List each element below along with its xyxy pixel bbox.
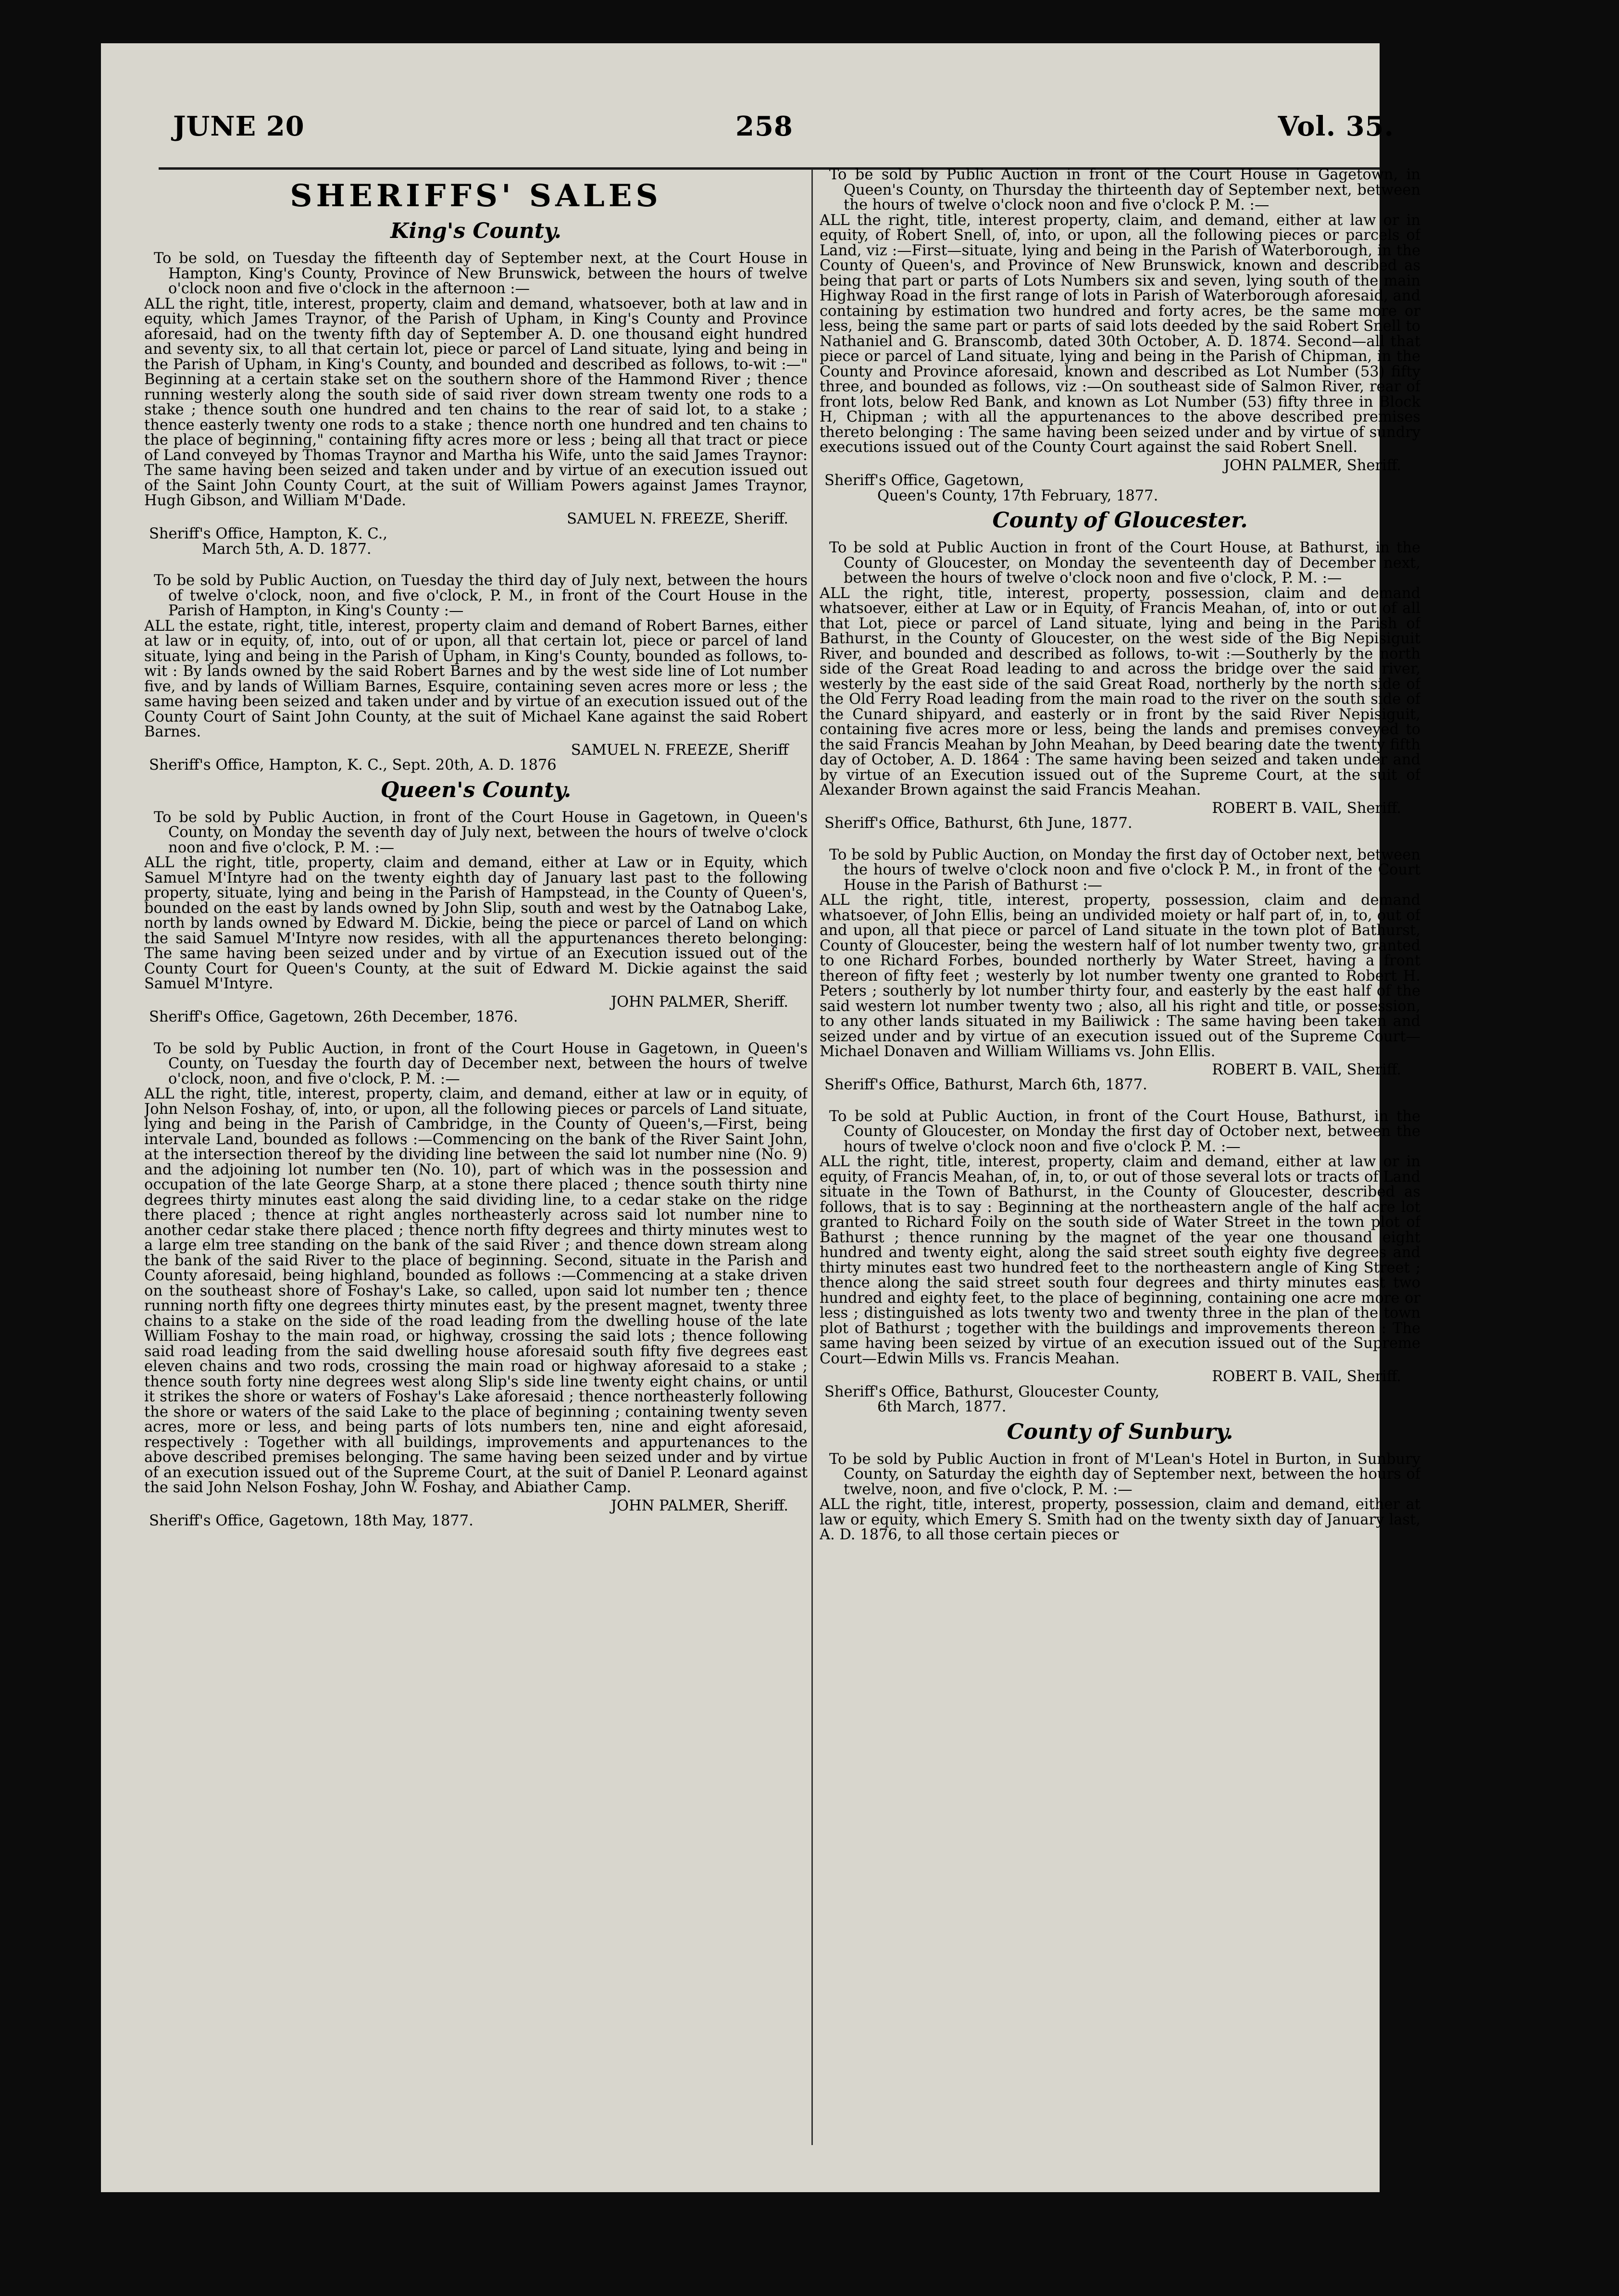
header-date: JUNE 20 <box>173 111 305 142</box>
notice-intro: To be sold by Public Auction, on Tuesday the third day of July next, between the hours of twelve o'clock, noon, and five o'clock, P. M., in front of the Court House in the Parish of Hampton, in King's County :— <box>154 572 808 619</box>
header-page-number: 258 <box>735 111 793 142</box>
notice-body: ALL the right, title, interest, property, possession, claim and demand whatsoever, of John Ellis, being an undivided moiety or half part of, in, to, out of and upon, all that piece or parcel of Land situate in the town plot of Bathurst, County of Gloucester, being the western half of lot number twenty two, granted to one Richard Forbes, bounded northerly by Water Street, having a front thereon of fifty feet ; westerly by lot number twenty one granted to Robert H. Peters ; southerly by lot number thirty four, and easterly by the east half of the said western lot number twenty two ; also, all his right and title, or possession, to any other lands situated in my Bailiwick : The same having been taken and seized under and by virtue of an execution issued out of the Supreme Court—Michael Donaven and William Williams vs. John Ellis. <box>820 892 1420 1060</box>
sheriff-signature: JOHN PALMER, Sheriff. <box>1223 457 1401 474</box>
sheriff-signature: JOHN PALMER, Sheriff. <box>610 1497 788 1514</box>
section-heading-gloucester-county: County of Gloucester. <box>992 508 1248 533</box>
notice-body: ALL the right, title, interest, property, possession, claim and demand whatsoever, either at Law or in Equity, of Francis Meahan, of, into or out of all that Lot, piece or parcel of Land situate, lying and being in the Parish of Bathurst, in the County of Gloucester, on the west side of the Big Nepisiguit River, and bounded and described as follows, to-wit :—Southerly by the north side of the Great Road leading to and across the bridge over the said river, westerly by the east side of the said Great Road, northerly by the north side of the Old Ferry Road leading from the main road to the river on the south side of the Cunard shipyard, and easterly or in front by the said River Nepisiguit, containing five acres more or less, being the lands and premises conveyed to the said Francis Meahan by John Meahan, by Deed bearing date the twenty fifth day of October, A. D. 1864 : The same having been seized and taken under and by virtue of an Execution issued out of the Supreme Court, at the suit of Alexander Brown against the said Francis Meahan. <box>820 585 1420 799</box>
notice-intro: To be sold at Public Auction in front of the Court House, at Bathurst, in the County of Gloucester, on Monday the seventeenth day of December next, between the hours of twelve o'clock noon and five o'clock, P. M. :— <box>829 539 1420 586</box>
notice-body: ALL the right, title, interest, property, claim, and demand, either at law or in equity, of John Nelson Foshay, of, into, or upon, all the following pieces or parcels of Land situate, lying and being in the Parish of Cambridge, in the County of Queen's,—First, being intervale Land, bounded as follows :—Commencing on the bank of the River Saint John, at the intersection thereof by the dividing line between the said lot number nine (No. 9) and the adjoining lot number ten (No. 10), part of which was in the possession and occupation of the late George Sharp, at a stone there placed ; thence south thirty nine degrees thirty minutes east along the said dividing line, to a cedar stake on the ridge there placed ; thence at right angles northeasterly across said lot number nine to another cedar stake there placed ; thence north fifty degrees and thirty minutes west to a large elm tree standing on the bank of the said River ; and thence down stream along the bank of the said River to the place of beginning. Second, situate in the Parish and County aforesaid, being highland, bounded as follows :—Commencing at a stake driven on the southeast shore of Foshay's Lake, so called, upon said lot number ten ; thence running north fifty one degrees thirty minutes east, by the present magnet, twenty three chains to a stake on the side of the road leading from the dwelling house of the late William Foshay to the main road, or highway, crossing the said lots ; thence following said road leading from the said dwelling house aforesaid south fifty five degrees east eleven chains and two rods, crossing the main road or highway aforesaid to a stake ; thence south forty nine degrees west along Slip's side line twenty eight chains, or until it strikes the shore or waters of Foshay's Lake aforesaid ; thence northeasterly following the shore or waters of the said Lake to the place of beginning ; containing twenty seven acres, more or less, and being parts of lots numbers ten, nine and eight aforesaid, respectively : Together with all buildings, improvements and appurtenances to the above described premises belonging. The same having been seized under and by virtue of an execution issued out of the Supreme Court, at the suit of Daniel P. Leonard against the said John Nelson Foshay, John W. Foshay, and Abiather Camp. <box>144 1086 808 1496</box>
notice <box>820 848 1420 1060</box>
page-title: SHERIFFS' SALES <box>290 178 662 214</box>
left-column <box>144 178 808 2149</box>
notice-body: ALL the right, title, interest, property, claim and demand, either at law or in equity, of Francis Meahan, of, in, to, or out of those several lots or tracts of Land situate in the Town of Bathurst, in the County of Gloucester, described as follows, that is to say : Beginning at the northeastern angle of the half acre lot granted to Richard Foily on the south side of Water Street in the town plot of Bathurst ; thence running by the magnet of the year one thousand eight hundred and twenty eight, along the said street south eighty five degrees and thirty minutes east two hundred feet to the northeastern angle of King Street ; thence along the said street south four degrees and thirty minutes east two hundred and eighty feet, to the place of beginning, containing one acre more or less ; distinguished as lots twenty two and twenty three in the plan of the town plot of Bathurst ; together with the buildings and improvements thereon : The same having been seized by virtue of an execution issued out of the Supreme Court—Edwin Mills vs. Francis Meahan. <box>820 1153 1420 1367</box>
notice <box>820 1452 1420 1543</box>
notice-intro: To be sold by Public Auction in front of M'Lean's Hotel in Burton, in Sunbury County, on Saturday the eighth day of September next, between the hours of twelve, noon, and five o'clock, P. M. :— <box>829 1450 1420 1498</box>
sheriff-office: Sheriff's Office, Gagetown, 18th May, 1877. <box>149 1512 473 1529</box>
notice <box>820 540 1420 798</box>
header-volume: Vol. 35. <box>1278 111 1394 142</box>
sheriff-signature: SAMUEL N. FREEZE, Sheriff. <box>567 510 788 527</box>
sheriff-signature: ROBERT B. VAIL, Sheriff. <box>1212 1368 1401 1385</box>
notice-body: ALL the estate, right, title, interest, property claim and demand of Robert Barnes, either at law or in equity, of, into, out of or upon, all that certain lot, piece or parcel of land situate, lying and being in the Parish of Upham, in King's County, bounded as follows, to-wit : By lands owned by the said Robert Barnes and by the west side line of Lot number five, and by lands of William Barnes, Esquire, containing seven acres more or less ; the same having been seized and taken under and by virtue of an execution issued out of the County Court of Saint John County, at the suit of Michael Kane against the said Robert Barnes. <box>144 617 808 740</box>
sheriff-signature: JOHN PALMER, Sheriff. <box>610 993 788 1011</box>
right-column <box>820 167 1420 2143</box>
notice-date: Queen's County, 17th February, 1877. <box>877 487 1158 504</box>
sheriff-office: Sheriff's Office, Hampton, K. C., <box>149 525 387 542</box>
notice-date: 6th March, 1877. <box>877 1398 1007 1415</box>
notice-intro: To be sold by Public Auction, in front of the Court House in Gagetown, in Queen's County, on Monday the seventh day of July next, between the hours of twelve o'clock noon and five o'clock, P. M. :— <box>154 809 808 856</box>
page-header <box>173 111 1394 159</box>
sheriff-office: Sheriff's Office, Hampton, K. C., Sept. 20th, A. D. 1876 <box>149 757 557 774</box>
sheriff-signature: ROBERT B. VAIL, Sheriff. <box>1212 1061 1401 1078</box>
sheriff-office: Sheriff's Office, Bathurst, March 6th, 1877. <box>824 1076 1147 1093</box>
notice-body: ALL the right, title, property, claim and demand, either at Law or in Equity, which Samuel M'Intyre had on the twenty eighth day of January last past to the following property, situate, lying and being in the Parish of Hampstead, in the County of Queen's, bounded on the east by lands owned by John Slip, south and west by the Oatnabog Lake, north by lands owned by Edward M. Dickie, being the piece or parcel of Land on which the said Samuel M'Intyre now resides, with all the appurtenances thereto belonging: The same having been seized under and by virtue of an Execution issued out of the County Court for Queen's County, at the suit of Edward M. Dickie against the said Samuel M'Intyre. <box>144 854 808 992</box>
notice-intro: To be sold by Public Auction, on Monday the first day of October next, between the hours of twelve o'clock noon and five o'clock P. M., in front of the Court House in the Parish of Bathurst :— <box>829 846 1420 894</box>
notice-intro: To be sold, on Tuesday the fifteenth day of September next, at the Court House in Hampton, King's County, Province of New Brunswick, between the hours of twelve o'clock noon and five o'clock in the afternoon :— <box>154 250 808 297</box>
notice-intro: To be sold at Public Auction, in front of the Court House, Bathurst, in the County of Gloucester, on Monday the first day of October next, between the hours of twelve o'clock noon and five o'clock P. M. :— <box>829 1108 1420 1155</box>
section-heading-kings-county: King's County. <box>390 219 561 243</box>
notice <box>144 573 808 740</box>
notice <box>144 251 808 509</box>
notice-body: ALL the right, title, interest, property, possession, claim and demand, either at law or equity, which Emery S. Smith had on the twenty sixth day of January last, A. D. 1876, to all those certain pieces or <box>820 1496 1420 1543</box>
section-heading-queens-county: Queen's County. <box>380 777 572 802</box>
notice-body: ALL the right, title, interest, property, claim and demand, whatsoever, both at law and in equity, which James Traynor, of the Parish of Upham, in King's County and Province aforesaid, had on the twenty fifth day of September A. D. one thousand eight hundred and seventy six, to all that certain lot, piece or parcel of Land situate, lying and being in the Parish of Upham, in King's County, and bounded and described as follows, to-wit :—" Beginning at a certain stake set on the southern shore of the Hammond River ; thence running westerly along the south side of said river down stream twenty one rods to a stake ; thence south one hundred and ten chains to the rear of said lot, to a stake ; thence easterly twenty one rods to a stake ; thence north one hundred and ten chains to the place of beginning," containing fifty acres more or less ; being all that tract or piece of Land conveyed by Thomas Traynor and Martha his Wife, unto the said James Traynor: The same having been seized and taken under and by virtue of an execution issued out of the Saint John County Court, at the suit of William Powers against James Traynor, Hugh Gibson, and William M'Dade. <box>144 295 808 509</box>
notice <box>144 1041 808 1496</box>
sheriff-signature: SAMUEL N. FREEZE, Sheriff <box>571 741 788 759</box>
column-divider <box>811 169 813 2145</box>
section-heading-sunbury-county: County of Sunbury. <box>1007 1419 1233 1444</box>
notice <box>820 1109 1420 1367</box>
sheriff-signature: ROBERT B. VAIL, Sheriff. <box>1212 799 1401 817</box>
notice-body: ALL the right, title, interest property, claim, and demand, either at law or in equity, of Robert Snell, of, into, or upon, all the following pieces or parcels of Land, viz :—First—situate, lying and being in the Parish of Waterborough, in the County of Queen's, and Province of New Brunswick, known and described as being that part or parts of Lots Numbers six and seven, lying south of the main Highway Road in the first range of lots in Parish of Waterborough aforesaid, and containing by estimation two hundred and forty acres, be the same more or less, being the same part or parts of said lots deeded by the said Robert Snell to Nathaniel and G. Branscomb, dated 30th October, A. D. 1874. Second—all that piece or parcel of Land situate, lying and being in the Parish of Chipman, in the County and Province aforesaid, known and described as Lot Number (53) fifty three, and bounded as follows, viz :—On southeast side of Salmon River, rear of front lots, below Red Bank, and known as Lot Number (53) fifty three in Block H, Chipman ; with all the appurtenances to the above described premises thereto belonging : The same having been seized under and by virtue of sundry executions issued out of the County Court against the said Robert Snell. <box>820 212 1420 456</box>
sheriff-office: Sheriff's Office, Bathurst, 6th June, 1877. <box>824 815 1133 832</box>
sheriff-office: Sheriff's Office, Bathurst, Gloucester County, <box>824 1383 1159 1400</box>
notice <box>144 810 808 992</box>
notice-intro: To be sold by Public Auction in front of the Court House in Gagetown, in Queen's County, on Thursday the thirteenth day of September next, between the hours of twelve o'clock noon and five o'clock P. M. :— <box>829 167 1420 213</box>
notice-date: March 5th, A. D. 1877. <box>202 540 372 558</box>
sheriff-office: Sheriff's Office, Gagetown, <box>824 472 1024 489</box>
notice-intro: To be sold by Public Auction, in front of the Court House in Gagetown, in Queen's County, on Tuesday the fourth day of December next, between the hours of twelve o'clock, noon, and five o'clock, P. M. :— <box>154 1040 808 1087</box>
notice <box>820 167 1420 455</box>
sheriff-office: Sheriff's Office, Gagetown, 26th December, 1876. <box>149 1009 518 1025</box>
